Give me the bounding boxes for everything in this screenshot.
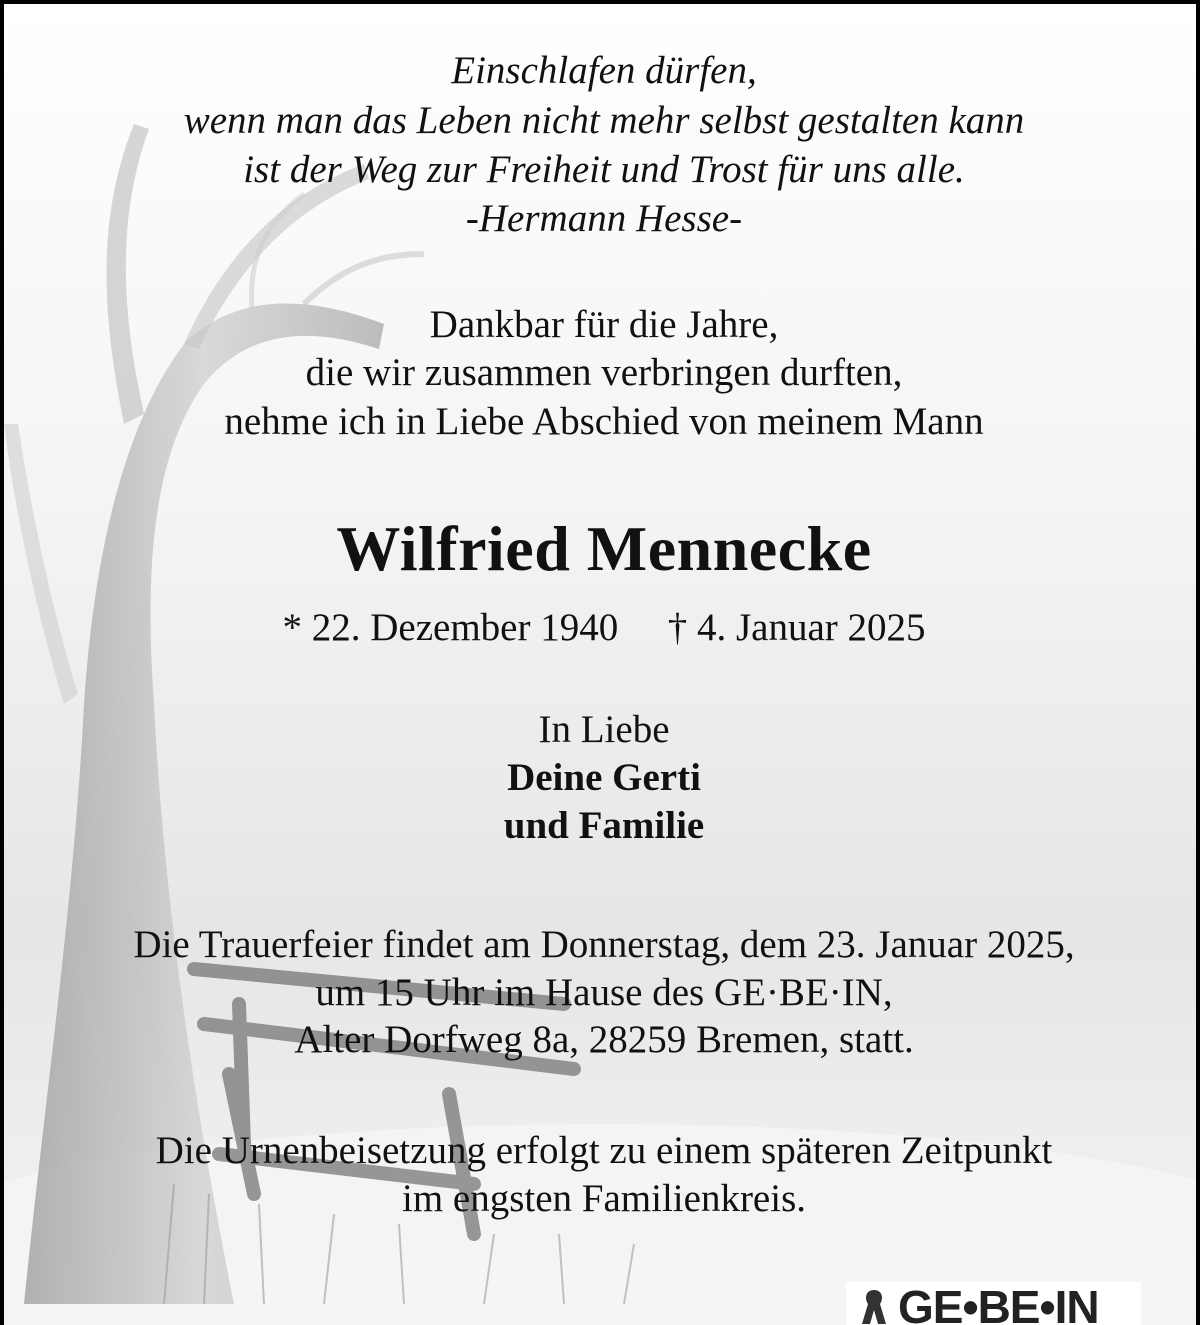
- quote-line-3: ist der Weg zur Freiheit und Trost für uns alle.: [243, 148, 965, 191]
- quote-author: -Hermann Hesse-: [465, 197, 743, 240]
- deceased-name: Wilfried Mennecke: [336, 513, 872, 584]
- quote-line-2: wenn man das Leben nicht mehr selbst gestalten kann: [183, 99, 1025, 142]
- intro-line-1: Dankbar für die Jahre,: [429, 303, 779, 346]
- ceremony-line-3: Alter Dorfweg 8a, 28259 Bremen, statt.: [294, 1018, 914, 1061]
- in-love-label: In Liebe: [538, 708, 670, 751]
- intro-line-2: die wir zusammen verbringen durften,: [305, 351, 903, 394]
- burial-line-1: Die Urnenbeisetzung erfolgt zu einem späteren Zeitpunkt: [155, 1129, 1053, 1172]
- ceremony-line-2: um 15 Uhr im Hause des GE·BE·IN,: [315, 971, 893, 1014]
- birth-date: * 22. Dezember 1940: [282, 606, 619, 649]
- death-date: † 4. Januar 2025: [667, 606, 926, 649]
- ceremony-line-1: Die Trauerfeier findet am Donnerstag, dem 23. Januar 2025,: [133, 923, 1075, 966]
- intro-line-3: nehme ich in Liebe Abschied von meinem Mann: [224, 400, 984, 443]
- burial-line-2: im engsten Familienkreis.: [401, 1177, 806, 1220]
- signature-line-2: und Familie: [503, 804, 705, 847]
- funeral-home-logo-icon: [854, 1288, 894, 1325]
- life-dates: [4, 605, 1200, 650]
- signature-line-1: Deine Gerti: [507, 756, 701, 799]
- funeral-home-logo-text: GE•BE•IN: [898, 1281, 1099, 1325]
- funeral-home-logo: [846, 1282, 1141, 1325]
- quote-line-1: Einschlafen dürfen,: [451, 49, 757, 92]
